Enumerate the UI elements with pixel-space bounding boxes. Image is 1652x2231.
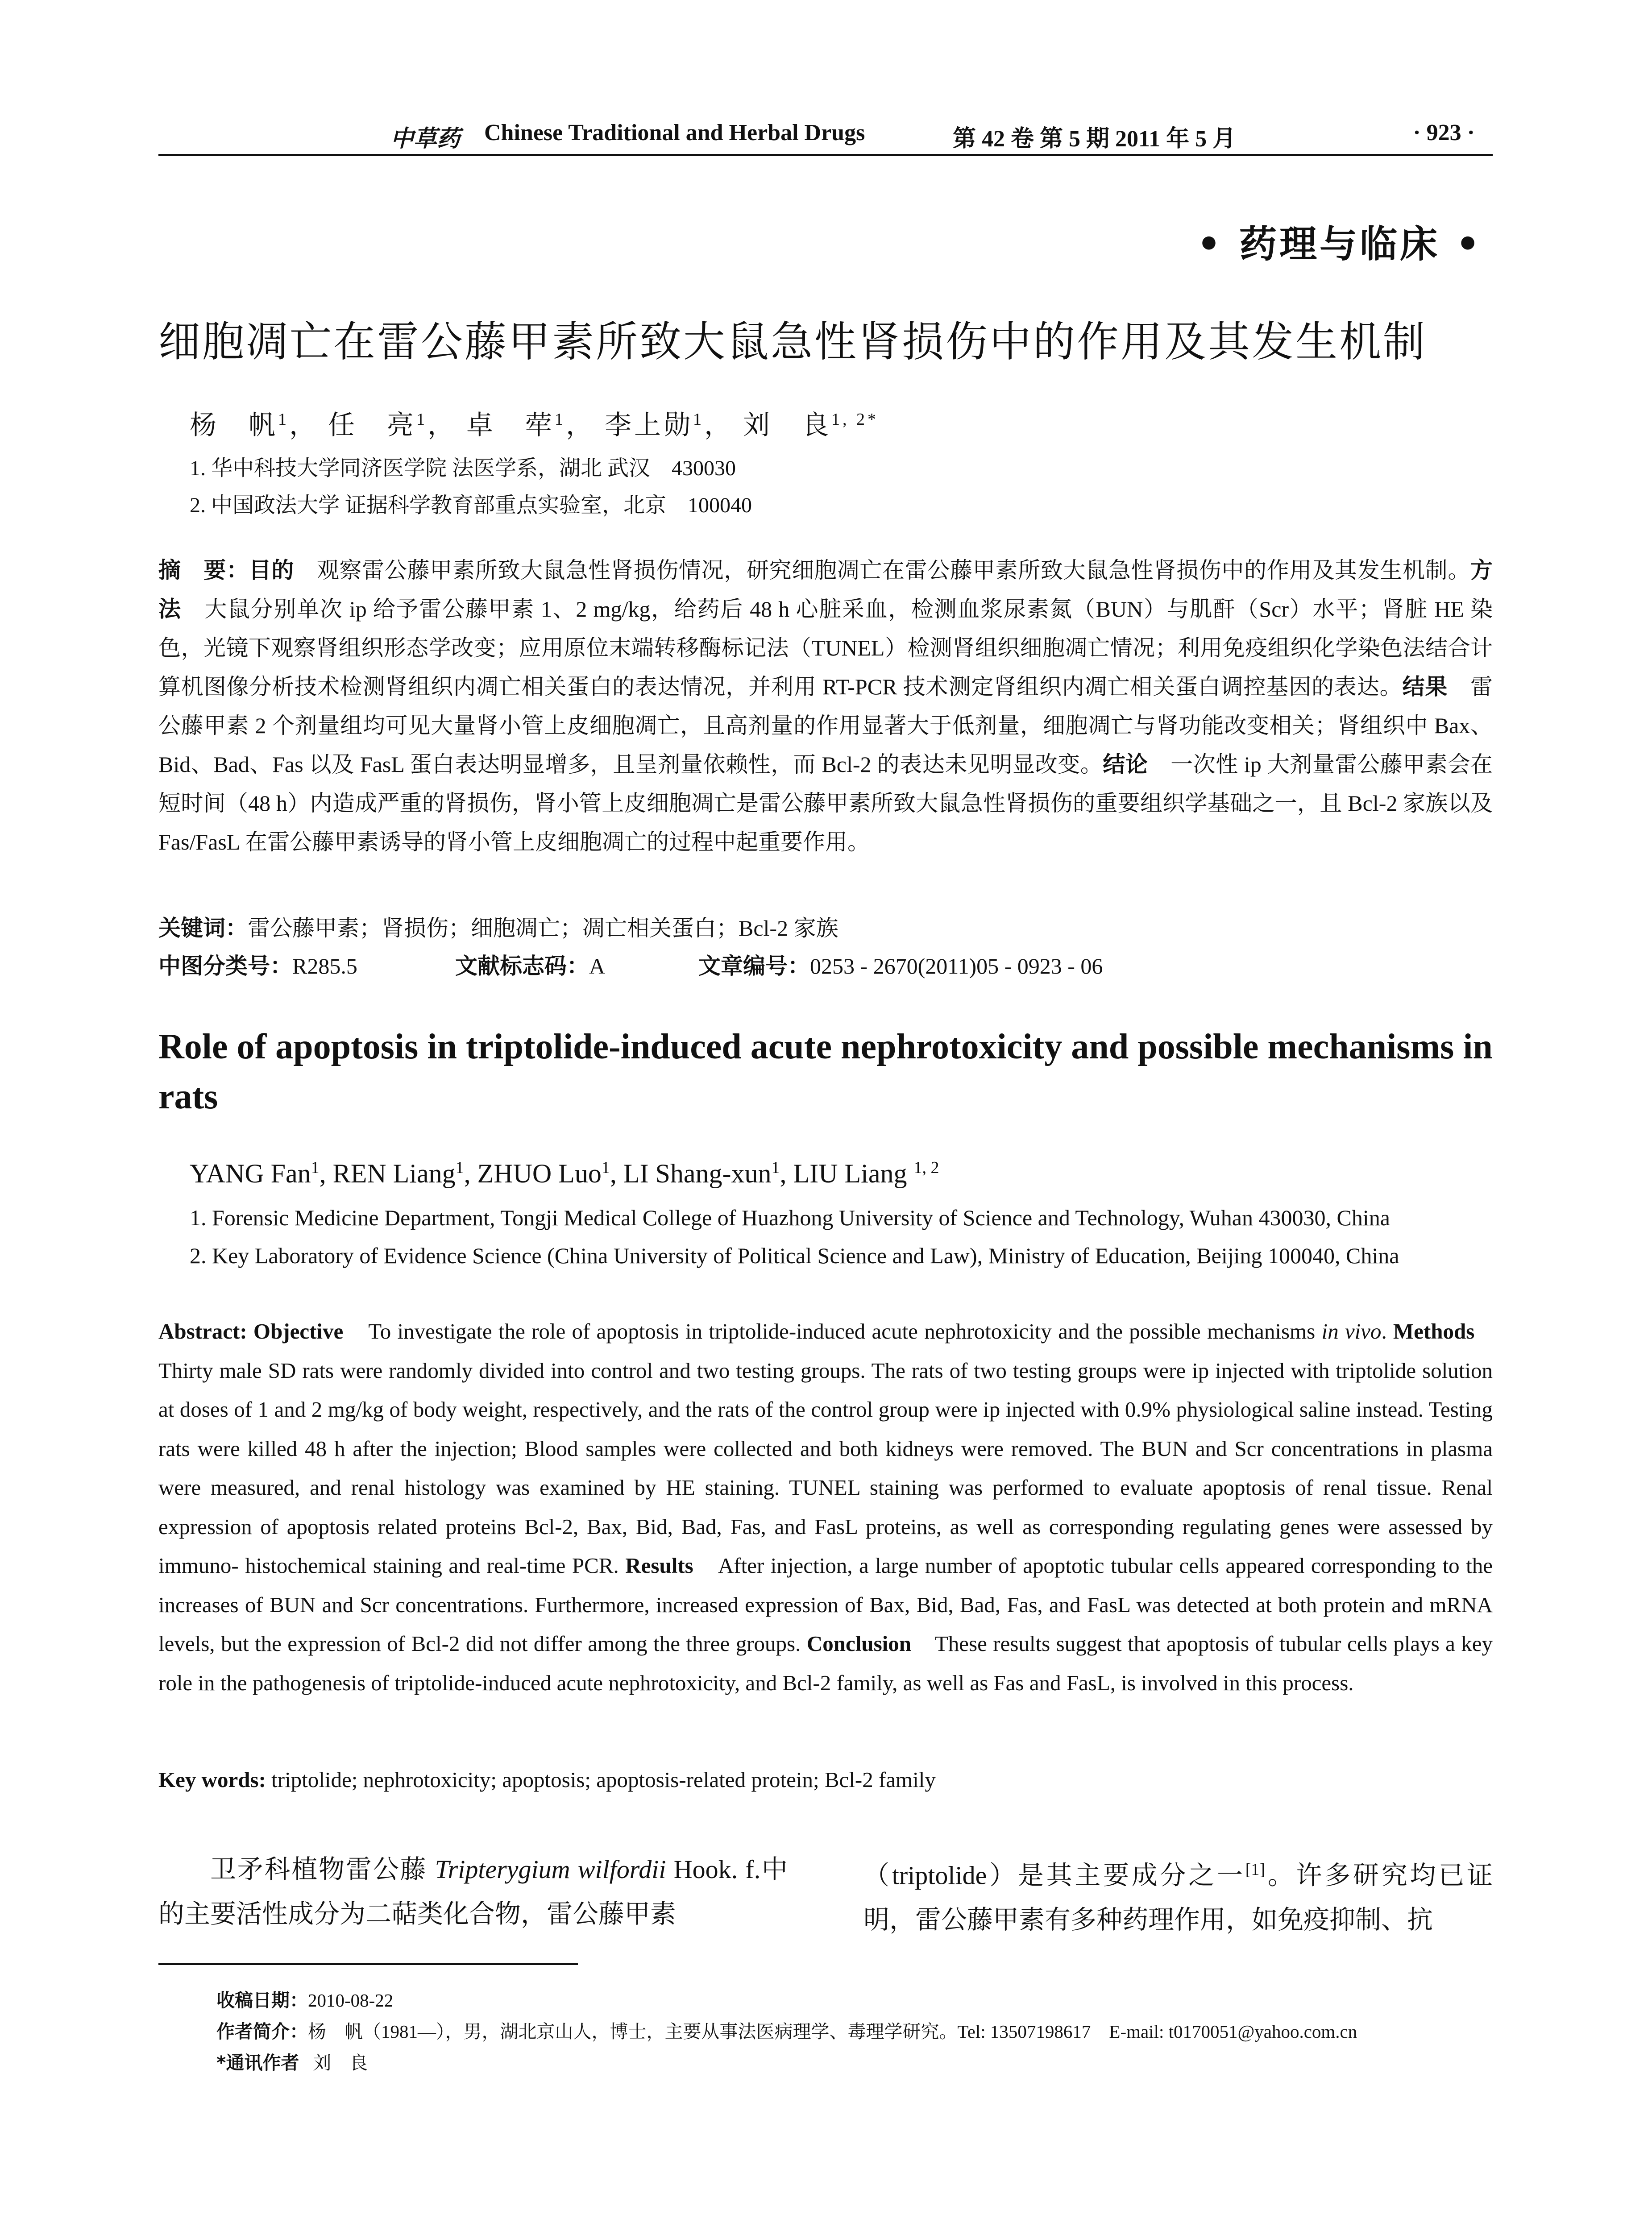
body-text: 。许多研究均已证明，雷公藤甲素有多种药理作用，如免疫抑制、抗 bbox=[863, 1861, 1493, 1935]
bio-text: 杨 帆（1981—），男，湖北京山人，博士，主要从事法医病理学、毒理学研究。Tel: 13507198617 E-mail: t0170051@yahoo.com.cn bbox=[308, 2021, 1357, 2042]
abstract-label: 摘 要： bbox=[158, 557, 249, 583]
art-value: 0253 - 2670(2011)05 - 0923 - 06 bbox=[810, 954, 1103, 979]
clc-label: 中图分类号： bbox=[158, 953, 292, 979]
abstract-en bbox=[158, 1312, 1493, 1702]
title-en: Role of apoptosis in triptolide-induced acute nephrotoxicity and possible mechanisms in rats bbox=[158, 1027, 1493, 1116]
doc-label: 文献标志码： bbox=[455, 953, 589, 979]
author-en: LIU Liang bbox=[793, 1159, 907, 1188]
author-en: LI Shang-xun bbox=[623, 1159, 772, 1188]
author-affil-mark: 1, 2 bbox=[913, 1158, 939, 1177]
footnote-bio bbox=[216, 2017, 1357, 2043]
author-affil-mark: 1 bbox=[311, 1158, 320, 1177]
keywords-text-en: triptolide; nephrotoxicity; apoptosis; apoptosis-related protein; Bcl-2 family bbox=[271, 1767, 936, 1792]
objective-end: . bbox=[1381, 1319, 1387, 1344]
keywords-text: 雷公藤甲素；肾损伤；细胞凋亡；凋亡相关蛋白；Bcl-2 家族 bbox=[248, 916, 838, 941]
art-label: 文章编号： bbox=[698, 953, 810, 979]
authors-cn: 杨 帆$^1$， 任 亮$^1$， 卓 荦$^1$， 李上勋$^1$， 刘 良$^{1, 2*}$ bbox=[190, 410, 879, 440]
latin-name: Tripterygium wilfordii bbox=[435, 1855, 666, 1884]
header-rule bbox=[158, 154, 1493, 156]
body-text: 卫矛科植物雷公藤 bbox=[210, 1855, 428, 1884]
footnote-rule bbox=[158, 1963, 578, 1965]
methods-text-en: Thirty male SD rats were randomly divided into control and two testing groups. The rats of two testing groups were ip injected with triptolide solution at doses of 1 and 2 mg/kg of body weight, respectively, and the rats of the control group were ip injected with 0.9% physiological saline instead. Testing rats were killed 48 h after the injection; Blood samples were collected and both kidneys were removed. The BUN and Scr concentrations in plasma were measured, and renal histology was examined by HE staining. TUNEL staining was performed to evaluate apoptosis of renal tissue. Renal expression of apoptosis related proteins Bcl-2, Bax, Bid, Bad, Fas, and FasL proteins, as well as corresponding regulating genes were assessed by immuno- histochemical staining and real-time PCR. bbox=[158, 1358, 1493, 1578]
objective-text: 观察雷公藤甲素所致大鼠急性肾损伤情况，研究细胞凋亡在雷公藤甲素所致大鼠急性肾损伤中的作用及其发生机制。 bbox=[316, 558, 1471, 583]
author-affil-mark: 1 bbox=[416, 410, 428, 429]
abstract-cn bbox=[158, 551, 1493, 862]
keywords-label: 关键词： bbox=[158, 915, 248, 941]
author-cn: 卓 荦 bbox=[466, 411, 555, 440]
keywords-en bbox=[158, 1767, 936, 1792]
author-affil-mark: 1, 2* bbox=[831, 410, 879, 429]
body-column-left bbox=[158, 1847, 788, 1937]
author-cn: 任 亮 bbox=[328, 411, 416, 440]
clc-value: R285.5 bbox=[292, 954, 357, 979]
conclusion-text: 一次性 ip 大剂量雷公藤甲素会在短时间（48 h）内造成严重的肾损伤，肾小管上皮细胞凋亡是雷公藤甲素所致大鼠急性肾损伤的重要组织学基础之一，且 Bcl-2 家族以及 Fas/FasL 在雷公藤甲素诱导的肾小管上皮细胞凋亡的过程中起重要作用。 bbox=[158, 752, 1493, 854]
affiliation-cn-1: 1. 华中科技大学同济医学院 法医学系，湖北 武汉 430030 bbox=[190, 456, 736, 480]
journal-name-en: Chinese Traditional and Herbal Drugs bbox=[484, 120, 865, 145]
results-label: 结果 bbox=[1402, 674, 1448, 700]
running-header bbox=[158, 120, 1493, 155]
keywords-label-en: Key words: bbox=[158, 1767, 266, 1792]
classification-line bbox=[158, 948, 1493, 979]
methods-label-en: Methods bbox=[1393, 1319, 1475, 1344]
affiliation-en-1: 1. Forensic Medicine Department, Tongji Medical College of Huazhong University of Science and Technology, Wuhan 430030, China bbox=[190, 1205, 1390, 1230]
clc-code bbox=[158, 948, 357, 980]
results-text: 雷公藤甲素 2 个剂量组均可见大量肾小管上皮细胞凋亡，且高剂量的作用显著大于低剂量，细胞凋亡与肾功能改变相关；肾组织中 Bax、Bid、Bad、Fas 以及 FasL 蛋白表达明显增多，且呈剂量依赖性，而 Bcl-2 的表达未见明显改变。 bbox=[158, 674, 1493, 777]
footnote-received bbox=[216, 1986, 393, 2012]
footnote-corresponding bbox=[216, 2048, 368, 2074]
results-label-en: Results bbox=[625, 1553, 693, 1578]
author-affil-mark: 1 bbox=[555, 410, 566, 429]
methods-label: 方法 bbox=[158, 557, 1493, 622]
conclusion-label-en: Conclusion bbox=[806, 1631, 911, 1656]
doc-code bbox=[455, 948, 605, 980]
keywords-cn bbox=[158, 910, 838, 942]
objective-text-en: To investigate the role of apoptosis in triptolide-induced acute nephrotoxicity and the possible mechanisms bbox=[368, 1319, 1316, 1344]
journal-issue: 第 42 卷 第 5 期 2011 年 5 月 bbox=[953, 126, 1236, 152]
author-en: YANG Fan bbox=[190, 1159, 311, 1188]
article-number bbox=[698, 948, 1103, 980]
body-text: （triptolide）是其主要成分之一 bbox=[863, 1861, 1245, 1890]
body-text: Hook. f.中的主要活性成分为二萜类化合物，雷公藤甲素 bbox=[158, 1855, 788, 1928]
corr-name: 刘 良 bbox=[313, 2053, 368, 2073]
author-affil-mark: 1 bbox=[693, 410, 704, 429]
citation-ref: [1] bbox=[1245, 1860, 1266, 1879]
conclusion-label: 结论 bbox=[1103, 751, 1148, 777]
objective-label: 目的 bbox=[249, 557, 295, 583]
conclusion-text-en: These results suggest that apoptosis of tubular cells plays a key role in the pathogenesis of triptolide-induced acute nephrotoxicity, and Bcl-2 family, as well as Fas and FasL, is involved in this process. bbox=[158, 1631, 1493, 1695]
doc-value: A bbox=[589, 954, 606, 979]
authors-en: YANG Fan$^1$, REN Liang$^1$, ZHUO Luo$^1$, LI Shang-xun$^1$, LIU Liang $^{1, 2}$ bbox=[190, 1158, 939, 1188]
corr-label: *通讯作者 bbox=[216, 2052, 299, 2073]
received-label: 收稿日期： bbox=[216, 1990, 308, 2011]
bio-label: 作者简介： bbox=[216, 2021, 308, 2042]
results-text-en: After injection, a large number of apoptotic tubular cells appeared corresponding to the increases of BUN and Scr concentrations. Furthermore, increased expression of Bax, Bid, Bad, Fas, and FasL was detected at both protein and mRNA levels, but the expression of Bcl-2 did not differ among the three groups. bbox=[158, 1553, 1493, 1656]
author-affil-mark: 1 bbox=[601, 1158, 610, 1177]
title-cn: 细胞凋亡在雷公藤甲素所致大鼠急性肾损伤中的作用及其发生机制 bbox=[158, 318, 1427, 366]
affiliation-en-2: 2. Key Laboratory of Evidence Science (China University of Political Science and Law), Ministry of Education, Beijing 100040, China bbox=[190, 1243, 1399, 1268]
section-tag: • 药理与临床 • bbox=[1197, 222, 1482, 266]
journal-name-cn: 中草药 bbox=[390, 125, 461, 152]
author-affil-mark: 1 bbox=[771, 1158, 780, 1177]
author-cn: 李上勋 bbox=[605, 411, 693, 440]
page-number: · 923 · bbox=[1413, 120, 1475, 145]
methods-text: 大鼠分别单次 ip 给予雷公藤甲素 1、2 mg/kg，给药后 48 h 心脏采血，检测血浆尿素氮（BUN）与肌酐（Scr）水平；肾脏 HE 染色，光镜下观察肾组织形态学改变；应用原位末端转移酶标记法（TUNEL）检测肾组织细胞凋亡情况；利用免疫组织化学染色法结合计算机图像分析技术检测肾组织内凋亡相关蛋白的表达情况，并利用 RT-PCR 技术测定肾组织内凋亡相关蛋白调控基因的表达。 bbox=[158, 597, 1493, 699]
in-vivo-text: in vivo bbox=[1321, 1319, 1382, 1344]
body-column-right bbox=[863, 1847, 1493, 1942]
author-affil-mark: 1 bbox=[455, 1158, 464, 1177]
abstract-label-en: Abstract: bbox=[158, 1319, 247, 1344]
author-cn: 刘 良 bbox=[743, 411, 831, 440]
received-date: 2010-08-22 bbox=[308, 1990, 394, 2011]
author-affil-mark: 1 bbox=[278, 410, 289, 429]
objective-label-en: Objective bbox=[253, 1319, 344, 1344]
author-cn: 杨 帆 bbox=[190, 411, 278, 440]
affiliation-cn-2: 2. 中国政法大学 证据科学教育部重点实验室，北京 100040 bbox=[190, 493, 752, 517]
author-en: ZHUO Luo bbox=[477, 1159, 602, 1188]
author-en: REN Liang bbox=[332, 1159, 456, 1188]
